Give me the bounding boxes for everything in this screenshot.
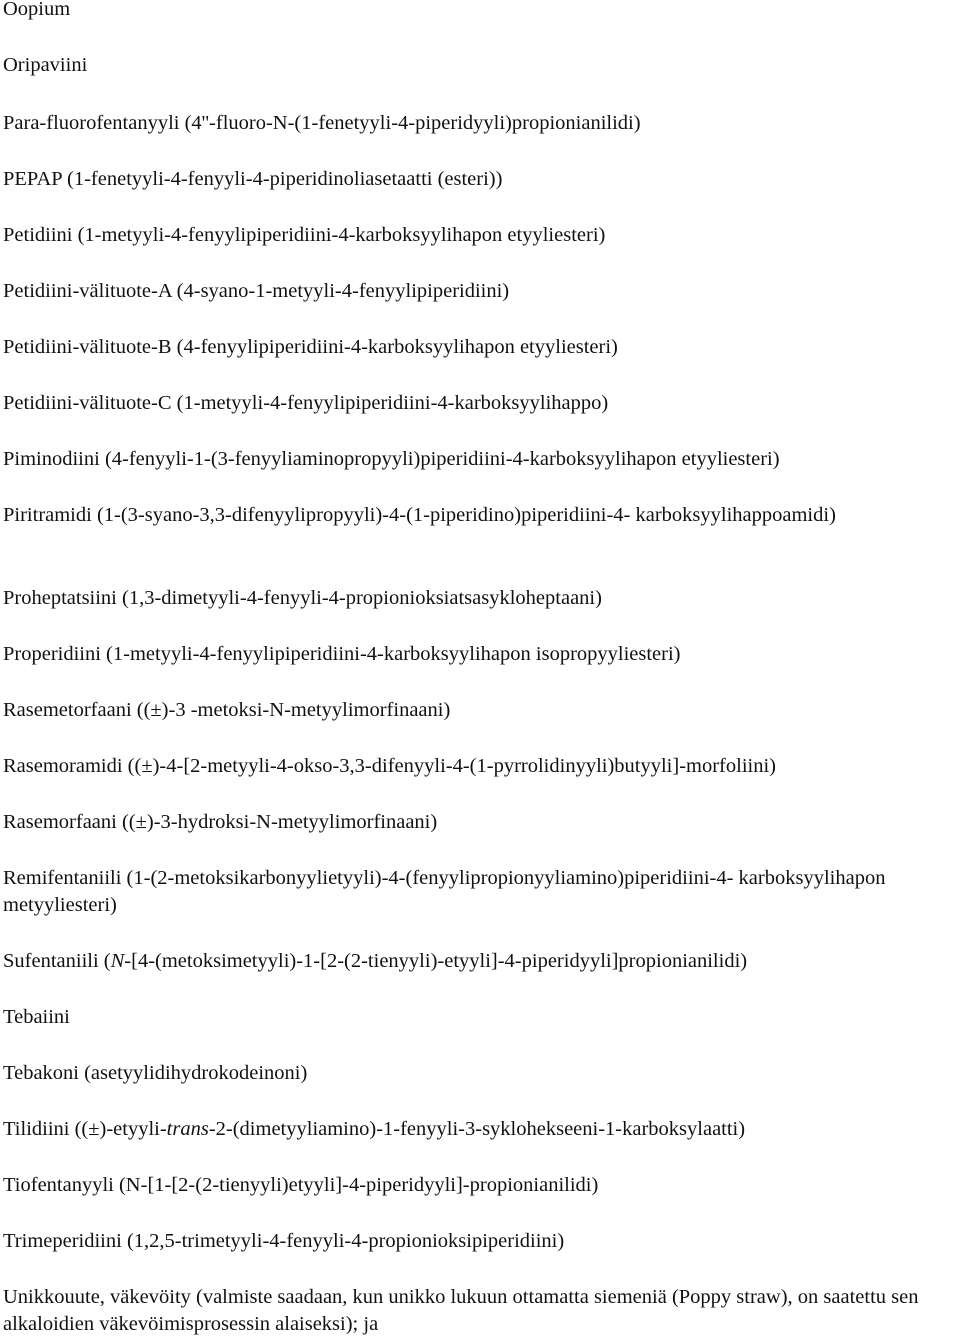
entry-text: Properidiini (1-metyyli-4-fenyylipiperidiini-4-karboksyylihapon isopropyyliesteri): [3, 643, 681, 665]
entry-text: Tiofentanyyli (N-[1-[2-(2-tienyyli)etyyli]-4-piperidyyli]-propionianilidi): [3, 1174, 599, 1196]
entry-text: Rasemetorfaani ((±)-3 -metoksi-N-metyylimorfinaani): [3, 699, 451, 721]
entry-text: Sufentaniili (: [3, 950, 111, 972]
entry-text: Petidiini (1-metyyli-4-fenyylipiperidiini-4-karboksyylihapon etyyliesteri): [3, 224, 606, 246]
entry-text: Oopium: [3, 0, 71, 20]
entry-text: Proheptatsiini (1,3-dimetyyli-4-fenyyli-4-propionioksiatsasykloheptaani): [3, 587, 602, 609]
list-item: [3, 110, 960, 137]
list-item: [3, 0, 960, 23]
entry-text: -2-(dimetyyliamino)-1-fenyyli-3-syklohekseeni-1-karboksylaatti): [208, 1118, 746, 1140]
list-item: [3, 390, 960, 417]
list-item: [3, 1116, 960, 1143]
entry-text-italic: trans: [166, 1118, 209, 1140]
entry-text: Tebakoni (asetyylidihydrokodeinoni): [3, 1062, 308, 1084]
entry-text: Petidiini-välituote-A (4-syano-1-metyyli-4-fenyylipiperidiini): [3, 280, 510, 302]
list-item: [3, 166, 960, 193]
list-item: [3, 753, 960, 780]
list-item: [3, 1004, 960, 1031]
list-item: [3, 1172, 960, 1199]
list-item: [3, 809, 960, 836]
entry-text: PEPAP (1-fenetyyli-4-fenyyli-4-piperidinoliasetaatti (esteri)): [3, 168, 503, 190]
entry-text: Unikkouute, väkevöity (valmiste saadaan, kun unikko lukuun ottamatta siemeniä (Poppy straw), on saatettu sen alkaloidien väkevöimisprosessin alaiseksi); ja: [3, 1286, 924, 1335]
list-item: [3, 1060, 960, 1087]
list-item: [3, 1284, 960, 1338]
list-item: [3, 446, 960, 473]
entry-text-italic: N: [110, 950, 125, 972]
list-item: [3, 865, 960, 919]
entry-text: Oripaviini: [3, 54, 88, 76]
entry-text: Para-fluorofentanyyli (4''-fluoro-N-(1-fenetyyli-4-piperidyyli)propionianilidi): [3, 112, 641, 134]
entry-text: Piminodiini (4-fenyyli-1-(3-fenyyliaminopropyyli)piperidiini-4-karboksyylihapon etyyliesteri): [3, 448, 780, 470]
entry-text: Trimeperidiini (1,2,5-trimetyyli-4-fenyyli-4-propionioksipiperidiini): [3, 1230, 565, 1252]
entry-text: Remifentaniili (1-(2-metoksikarbonyylietyyli)-4-(fenyylipropionyyliamino)piperidiini-4- karboksyylihapon metyyliesteri): [3, 867, 891, 916]
list-item: [3, 1228, 960, 1255]
entry-text: Tebaiini: [3, 1006, 70, 1028]
list-item: [3, 641, 960, 668]
entry-text: Petidiini-välituote-C (1-metyyli-4-fenyylipiperidiini-4-karboksyylihappo): [3, 392, 609, 414]
entry-text: Rasemoramidi ((±)-4-[2-metyyli-4-okso-3,3-difenyyli-4-(1-pyrrolidinyyli)butyyli]-morfoliini): [3, 755, 776, 777]
list-item: [3, 52, 960, 79]
entry-text: Tilidiini ((±)-etyyli-: [3, 1118, 167, 1140]
list-item: [3, 278, 960, 305]
list-item: [3, 334, 960, 361]
entry-text: Rasemorfaani ((±)-3-hydroksi-N-metyylimorfinaani): [3, 811, 438, 833]
list-item: [3, 585, 960, 612]
list-item: [3, 697, 960, 724]
list-item: [3, 948, 960, 975]
entry-text: -[4-(metoksimetyyli)-1-[2-(2-tienyyli)-etyyli]-4-piperidyyli]propionianilidi): [124, 950, 748, 972]
list-item: [3, 222, 960, 249]
list-item: [3, 502, 960, 529]
entry-text: Petidiini-välituote-B (4-fenyylipiperidiini-4-karboksyylihapon etyyliesteri): [3, 336, 618, 358]
entry-text: Piritramidi (1-(3-syano-3,3-difenyylipropyyli)-4-(1-piperidino)piperidiini-4- karboksyylihappoamidi): [3, 504, 836, 526]
